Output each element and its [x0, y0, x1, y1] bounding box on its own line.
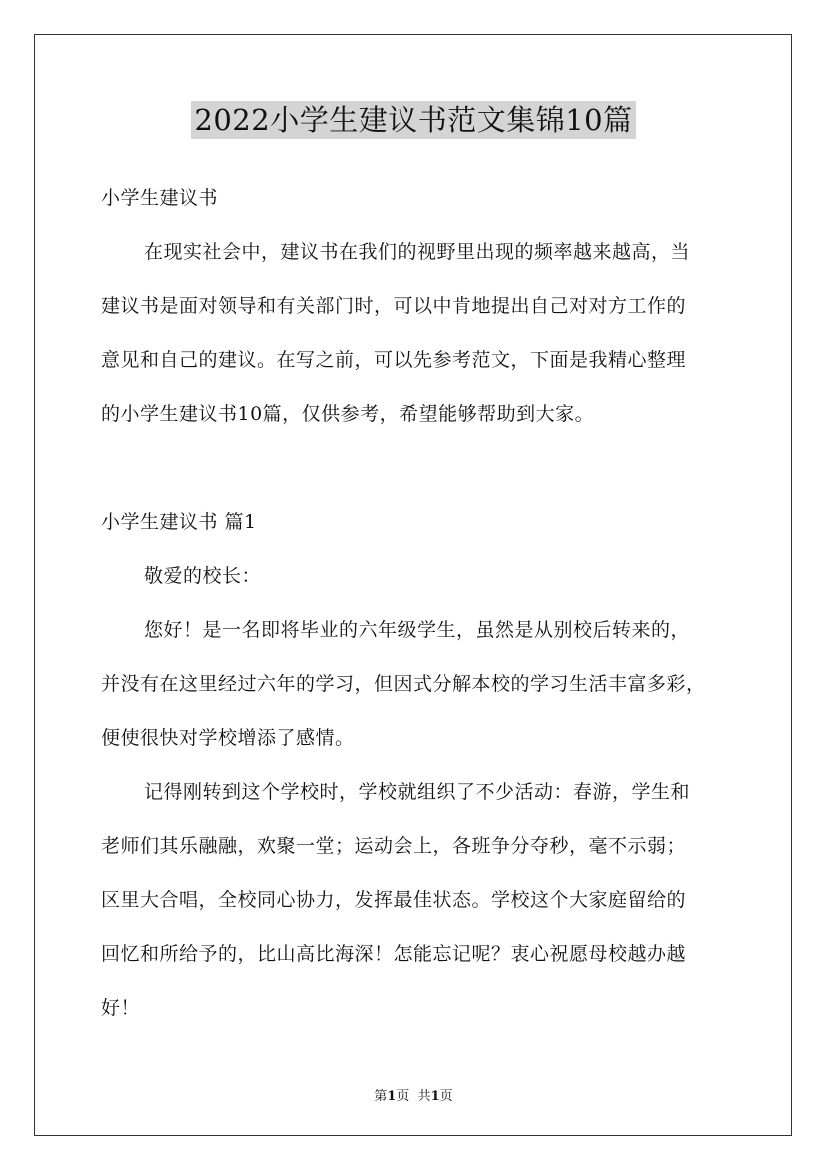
- paragraph2-line: 区里大合唱，全校同心协力，发挥最佳状态。学校这个大家庭留给的: [101, 889, 687, 911]
- total-prefix: 共: [417, 1089, 431, 1104]
- paragraph2-line: 记得刚转到这个学校时，学校就组织了不少活动：春游，学生和: [144, 781, 691, 803]
- section-heading: 小学生建议书: [101, 187, 219, 209]
- intro-line: 的小学生建议书10篇，仅供参考，希望能够帮助到大家。: [101, 403, 595, 425]
- paragraph2-line: 好！: [101, 997, 141, 1019]
- page-number: 1: [387, 1089, 397, 1104]
- document-title: 2022小学生建议书范文集锦10篇: [191, 101, 635, 139]
- paragraph1-line: 便使很快对学校增添了感情。: [101, 727, 355, 749]
- document-title-block: [0, 98, 827, 139]
- intro-line: 在现实社会中，建议书在我们的视野里出现的频率越来越高，当: [144, 241, 691, 263]
- salutation: 敬爱的校长：: [144, 565, 262, 587]
- intro-line: 意见和自己的建议。在写之前，可以先参考范文，下面是我精心整理: [101, 349, 687, 371]
- paragraph1-line: 您好！是一名即将毕业的六年级学生，虽然是从别校后转来的，: [144, 619, 691, 641]
- paragraph2-line: 回忆和所给予的，比山高比海深！怎能忘记呢？衷心祝愿母校越办越: [101, 943, 687, 965]
- total-suffix: 页: [439, 1089, 453, 1104]
- page-footer: [0, 1085, 827, 1104]
- paragraph1-line: 并没有在这里经过六年的学习，但因式分解本校的学习生活丰富多彩，: [101, 673, 706, 695]
- intro-line: 建议书是面对领导和有关部门时，可以中肯地提出自己对对方工作的: [101, 295, 687, 317]
- article-heading: 小学生建议书 篇1: [101, 511, 257, 533]
- page-suffix: 页: [396, 1089, 410, 1104]
- page-prefix: 第: [374, 1089, 388, 1104]
- paragraph2-line: 老师们其乐融融，欢聚一堂；运动会上，各班争分夺秒，毫不示弱；: [101, 835, 687, 857]
- total-number: 1: [430, 1089, 440, 1104]
